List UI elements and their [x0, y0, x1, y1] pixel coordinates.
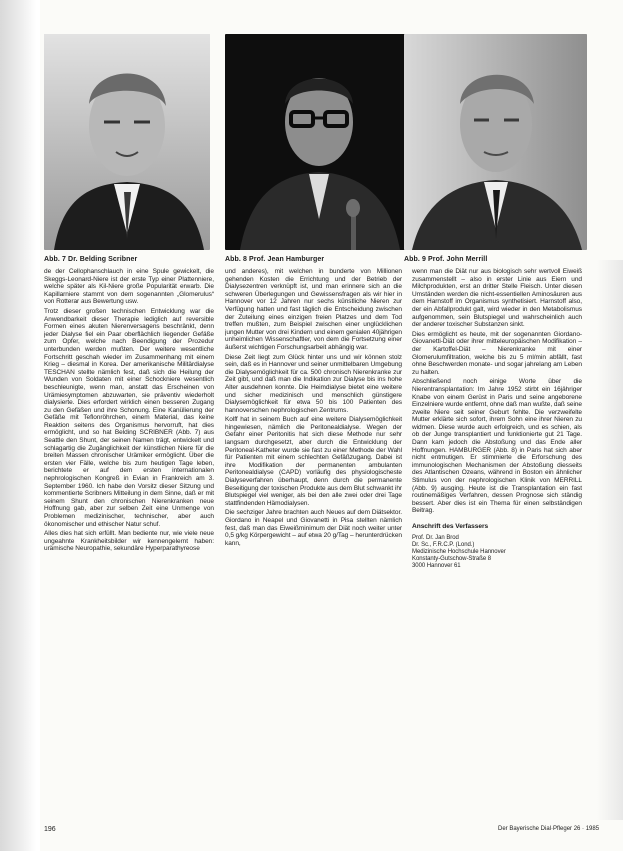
portrait-photo-merrill	[404, 34, 587, 250]
author-address-heading: Anschrift des Verfassers	[412, 523, 489, 530]
portrait-photo-scribner	[44, 34, 210, 250]
address-line: Medizinische Hochschule Hannover	[412, 549, 506, 555]
paragraph: und anderes), mit welchen in bunderte von Millionen gehenden Kosten die Errichtung und der Betrieb der Dialysezentren verknüpft ist, und man erinnere sich an die schweren Überlegungen und Gewissensfragen als wir hier in Hannover vor 12 Jahren nur sechs künstliche Nieren zur Verfügung hatten und fast täglich die Entscheidung zwischen der Zuteilung eines einzigen freien Platzes und dem Tod treffen mußten, zum Beispiel zwischen einer unglücklichen jungen Mutter von drei Kindern und einem genialen 40jährigen unheimlichen Wissenschaftler, von dem die Fortsetzung einer äußerst wichtigen Forschungsarbeit abhängig war.	[225, 268, 402, 351]
paragraph: de der Cellophanschlauch in eine Spule gewickelt, die Skeggs-Leonard-Niere ist der erste Typ einer Plattenniere, welche später als Kil-Niere große Popularität erwarb. Die Kapillarniere stammt von dem sogenannten „Glomerulus“ von Rotterar aus Bewertung usw.	[44, 268, 214, 306]
paragraph: Die sechziger Jahre brachten auch Neues auf dem Diätsektor. Giordano in Neapel und Giovanetti in Pisa stellten nämlich fest, daß man das Eiweißminimum der Diät noch weiter unter 0,5 g/kg Körpergewicht – auf etwa 20 g/Tag – herunterdrücken kann,	[225, 509, 402, 547]
paragraph: Dies ermöglicht es heute, mit der sogenannten Giordano-Giovanetti-Diät oder ihrer mitteleuropäischen Modifikation – der Kartoffel-Diät – Nierenkranke mit einer Glomerulumfiltration, welche bis zu 5 ml/min abfällt, fast ohne Beschwerden monate- und sogar jahrelang am Leben zu halten.	[412, 330, 582, 376]
paragraph: Kolff hat in seinem Buch auf eine weitere Dialysemöglichkeit hingewiesen, nämlich die Peritonealdialyse. Wegen der Gefahr einer Peritonitis hat sich diese Methode nur sehr langsam durchgesetzt, aber durch die Entwicklung der Peritoneal-Katheter wurde sie fast zu einer Methode der Wahl für Patienten mit einem schlechten Gefäßzugang. Dabei ist ihre Modifikation der permanenten ambulanten Peritonealdialyse (CAPD) vorläufig des physiologischeste Dialyseverfahren überhaupt, denn durch die permanente Beseitigung der toxischen Produkte aus dem Blut schwankt ihr Blutspiegel viel weniger, als bei den alle zwei oder drei Tage stattfindenden Hämodialysen.	[225, 416, 402, 507]
paragraph: Abschließend noch einige Worte über die Nierentransplantation: Im Jahre 1952 stirbt ein 16jähriger Knabe von einem Gerüst in Paris und seine angeborene Einzelniere wurde entfernt, ohne daß man wußte, daß seine zweite Niere seit seiner Geburt fehlte. Die verzweifelte Mutter erklärte sich sofort, ihrem Sohn eine ihrer Nieren zu widmen. Diese wurde auch erfolgreich, und es schien, als ob der Junge transplantiert und funktionierte gut 21 Tage. Dann kam jedoch die Abstoßung und das Ende aller Hoffnungen. HAMBURGER (Abb. 8) in Paris hat sich aber nicht entmutigen. Er stimmierte die Erforschung des immunologischen Mechanismen der Abstoßung diesseits des Atlantischen Ozeans, während in Boston ein ähnlicher Stimulus von der nephrologischen Klinik von MERRILL (Abb. 9) ausging. Heute ist die Transplantation ein fast routinemäßiges Verfahren, dessen Prognose sich ständig bessert. Aber dies ist ein Thema für einen selbständigen Beitrag.	[412, 378, 582, 515]
page-edge-shadow	[597, 260, 623, 820]
journal-footer: Der Bayerische Dial·Pfleger 26 · 1985	[498, 826, 600, 832]
page-number: 196	[44, 826, 56, 833]
address-line: 3000 Hannover 61	[412, 563, 461, 570]
paragraph: Diese Zeit liegt zum Glück hinter uns und wir können stolz sein, daß es in Hannover und seiner unmittelbaren Umgebung die Dialysemöglichkeit für ca. 500 chronisch Nierenkranke zur Zeit gibt, und daß man die Indikation zur Dialyse bis ins hohe Alter ausdehnen konnte. Die Heimdialyse bietet eine weitere und sicher medizinisch und menschlich günstigere Dialysemöglichkeit für etwa 50 bis 100 Patienten des hannoverschen nephrologischen Zentrums.	[225, 353, 402, 414]
text-column-1	[44, 268, 214, 808]
paragraph: Trotz dieser großen technischen Entwicklung war die Anwendbarkeit dieser Therapie lediglich auf reversible Formen eines akuten Nierenversagens beschränkt, denn jeder Dialyse fiel ein Paar oberflächlich liegender Gefäße zum Opfer, welche nach Beendigung der Prozedur unterbunden werden mußten. Der weitere wesentliche Fortschritt geschah wieder im Zusammenhang mit einem Krieg – diesmal in Korea. Der amerikanische Militärdialyse TESCHAN stellte nämlich fest, daß sich die Heilung der Wunden von Soldaten mit einer Schockniere wesentlich beschleunigte, wenn man, anstatt das Erscheinen von Urämiesymptomen abzuwarten, sie präventiv wiederholt dialysierte. Dies erfordert wirklich einen besseren Zugang zu den Gefäßen und ihre Schonung. Eine Kanülierung der Gefäße mit Teflonröhrchen, einem Material, das keine Reaktion seitens des Organismus hervorruft, hat dies ermöglicht, und so hat Belding SCRIBNER (Abb. 7) aus Seattle den Shunt, der seinen Namen trägt, entwickelt und schlagartig die Zugänglichkeit der künstlichen Niere für die breiten Massen chronischer Urämiker ermöglicht. Über die ersten vier Fälle, welche bis zum heutigen Tage leben, berichtete er auf dem ersten internationalen nephrologischen Kongreß in Evian in Frankreich am 3. September 1960. Ich habe den Vorsitz dieser Sitzung und kommentierte Scribners Mitteilung in dem Sinne, daß er mit seinem Shunt den chronischen Nierenkranken neue Hoffnung gab, aber zur selben Zeit eine Unmenge von Problemen medizinischer, technischer, aber auch ökonomischer und ethischer Natur schuf.	[44, 307, 214, 528]
address-line: Dr. Sc., F.R.C.P. (Lond.)	[412, 541, 475, 548]
photo-caption-scribner: Abb. 7 Dr. Belding Scribner	[44, 256, 138, 263]
text-column-3	[412, 268, 582, 778]
author-address	[412, 535, 582, 571]
portrait-photo-hamburger	[225, 34, 413, 250]
text-column-2	[225, 268, 402, 828]
photo-caption-merrill: Abb. 9 Prof. John Merrill	[404, 256, 488, 263]
address-line: Konstanty-Gutschow-Straße 8	[412, 556, 492, 563]
address-line: Prof. Dr. Jan Brod	[412, 534, 459, 541]
photo-caption-hamburger: Abb. 8 Prof. Jean Hamburger	[225, 256, 325, 263]
paragraph: Alles dies hat sich erfüllt. Man bediente nur, wie viele neue ungeahnte Krankheitsbilder wir kennengelernt haben: urämische Neuropathie, sekundäre Hyperparathyreose	[44, 530, 214, 553]
binding-gutter	[0, 0, 36, 851]
paragraph: wenn man die Diät nur aus biologisch sehr wertvoll Eiweiß zusammenstellt – also in erster Linie aus Eiern und Milchprodukten, erst an dritter Stelle Fleisch. Unter diesen Umständen werden die nicht-essentiellen Aminosäuren aus dem Harnstoff im Organismus synthetisiert. Harnstoff also, der ein Abfallprodukt galt, wird wieder in den Metabolismus aufgenommen, sein Blutspiegel und wahrscheinlich auch der anderer toxischer Substanzen sinkt.	[412, 268, 582, 329]
